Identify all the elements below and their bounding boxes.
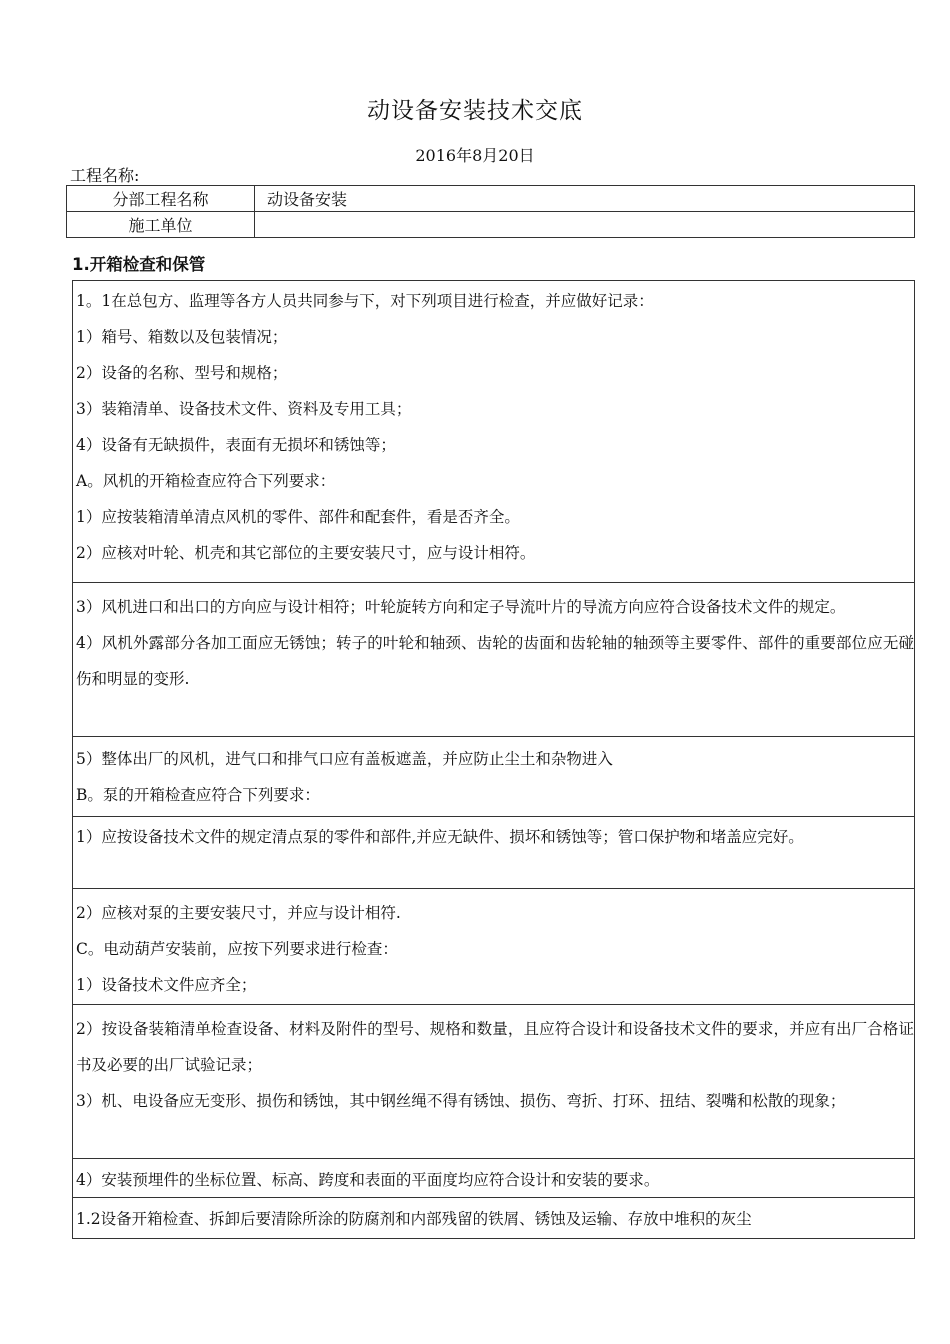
list-item: 5）整体出厂的风机，进气口和排气口应有盖板遮盖，并应防止尘土和杂物进入 [76, 750, 613, 768]
list-item: 1）应按装箱清单清点风机的零件、部件和配套件，看是否齐全。 [76, 508, 520, 526]
table-row [67, 186, 915, 212]
list-item: 1）箱号、箱数以及包装情况； [76, 328, 288, 346]
list-item: 3）风机进口和出口的方向应与设计相符；叶轮旋转方向和定子导流叶片的导流方向应符合设备技术文件的规定。 [76, 598, 846, 616]
text-box-5 [72, 888, 915, 1004]
text-box-4 [72, 816, 915, 888]
table-row [67, 212, 915, 238]
construction-unit-value [255, 212, 915, 238]
info-table [66, 185, 915, 238]
list-item: B。泵的开箱检查应符合下列要求： [76, 786, 320, 804]
list-item: 3）装箱清单、设备技术文件、资料及专用工具； [76, 400, 412, 418]
list-item: 3）机、电设备应无变形、损伤和锈蚀，其中钢丝绳不得有锈蚀、损伤、弯折、打环、扭结、裂嘴和松散的现象； [76, 1092, 846, 1110]
construction-unit-key: 施工单位 [67, 212, 255, 238]
list-item: 2）按设备装箱清单检查设备、材料及附件的型号、规格和数量，且应符合设计和设备技术文件的要求，并应有出厂合格证书及必要的出厂试验记录； [76, 1020, 914, 1074]
document-title: 动设备安装技术交底 [367, 98, 583, 124]
text-box-6 [72, 1004, 915, 1158]
project-name-label: 工程名称: [70, 166, 140, 185]
subproject-name-value: 动设备安装 [255, 186, 915, 212]
text-box-1 [72, 280, 915, 582]
list-item: C。电动葫芦安装前，应按下列要求进行检查： [76, 940, 398, 958]
list-item: 1）设备技术文件应齐全； [76, 976, 257, 994]
list-item: 4）风机外露部分各加工面应无锈蚀；转子的叶轮和轴颈、齿轮的齿面和齿轮轴的轴颈等主要零件、部件的重要部位应无碰伤和明显的变形. [76, 634, 914, 688]
list-item: 1.2设备开箱检查、拆卸后要清除所涂的防腐剂和内部残留的铁屑、锈蚀及运输、存放中堆积的灰尘 [76, 1210, 752, 1228]
subproject-name-key: 分部工程名称 [67, 186, 255, 212]
text-box-3 [72, 736, 915, 816]
document-date: 2016年8月20日 [415, 146, 535, 165]
text-box-8 [72, 1197, 915, 1239]
text-box-7 [72, 1158, 915, 1197]
list-item: 1。1在总包方、监理等各方人员共同参与下，对下列项目进行检查，并应做好记录： [76, 292, 654, 310]
list-item: 2）设备的名称、型号和规格； [76, 364, 288, 382]
list-item: 2）应核对叶轮、机壳和其它部位的主要安装尺寸，应与设计相符。 [76, 544, 536, 562]
list-item: 4）设备有无缺损件，表面有无损坏和锈蚀等； [76, 436, 396, 454]
list-item: 4）安装预埋件的坐标位置、标高、跨度和表面的平面度均应符合设计和安装的要求。 [76, 1171, 660, 1189]
list-item: 2）应核对泵的主要安装尺寸，并应与设计相符. [76, 904, 401, 922]
section-heading: 1.开箱检查和保管 [72, 255, 206, 274]
text-box-2 [72, 582, 915, 736]
list-item: 1）应按设备技术文件的规定清点泵的零件和部件,并应无缺件、损坏和锈蚀等；管口保护物和堵盖应完好。 [76, 828, 804, 846]
list-item: A。风机的开箱检查应符合下列要求： [76, 472, 336, 490]
